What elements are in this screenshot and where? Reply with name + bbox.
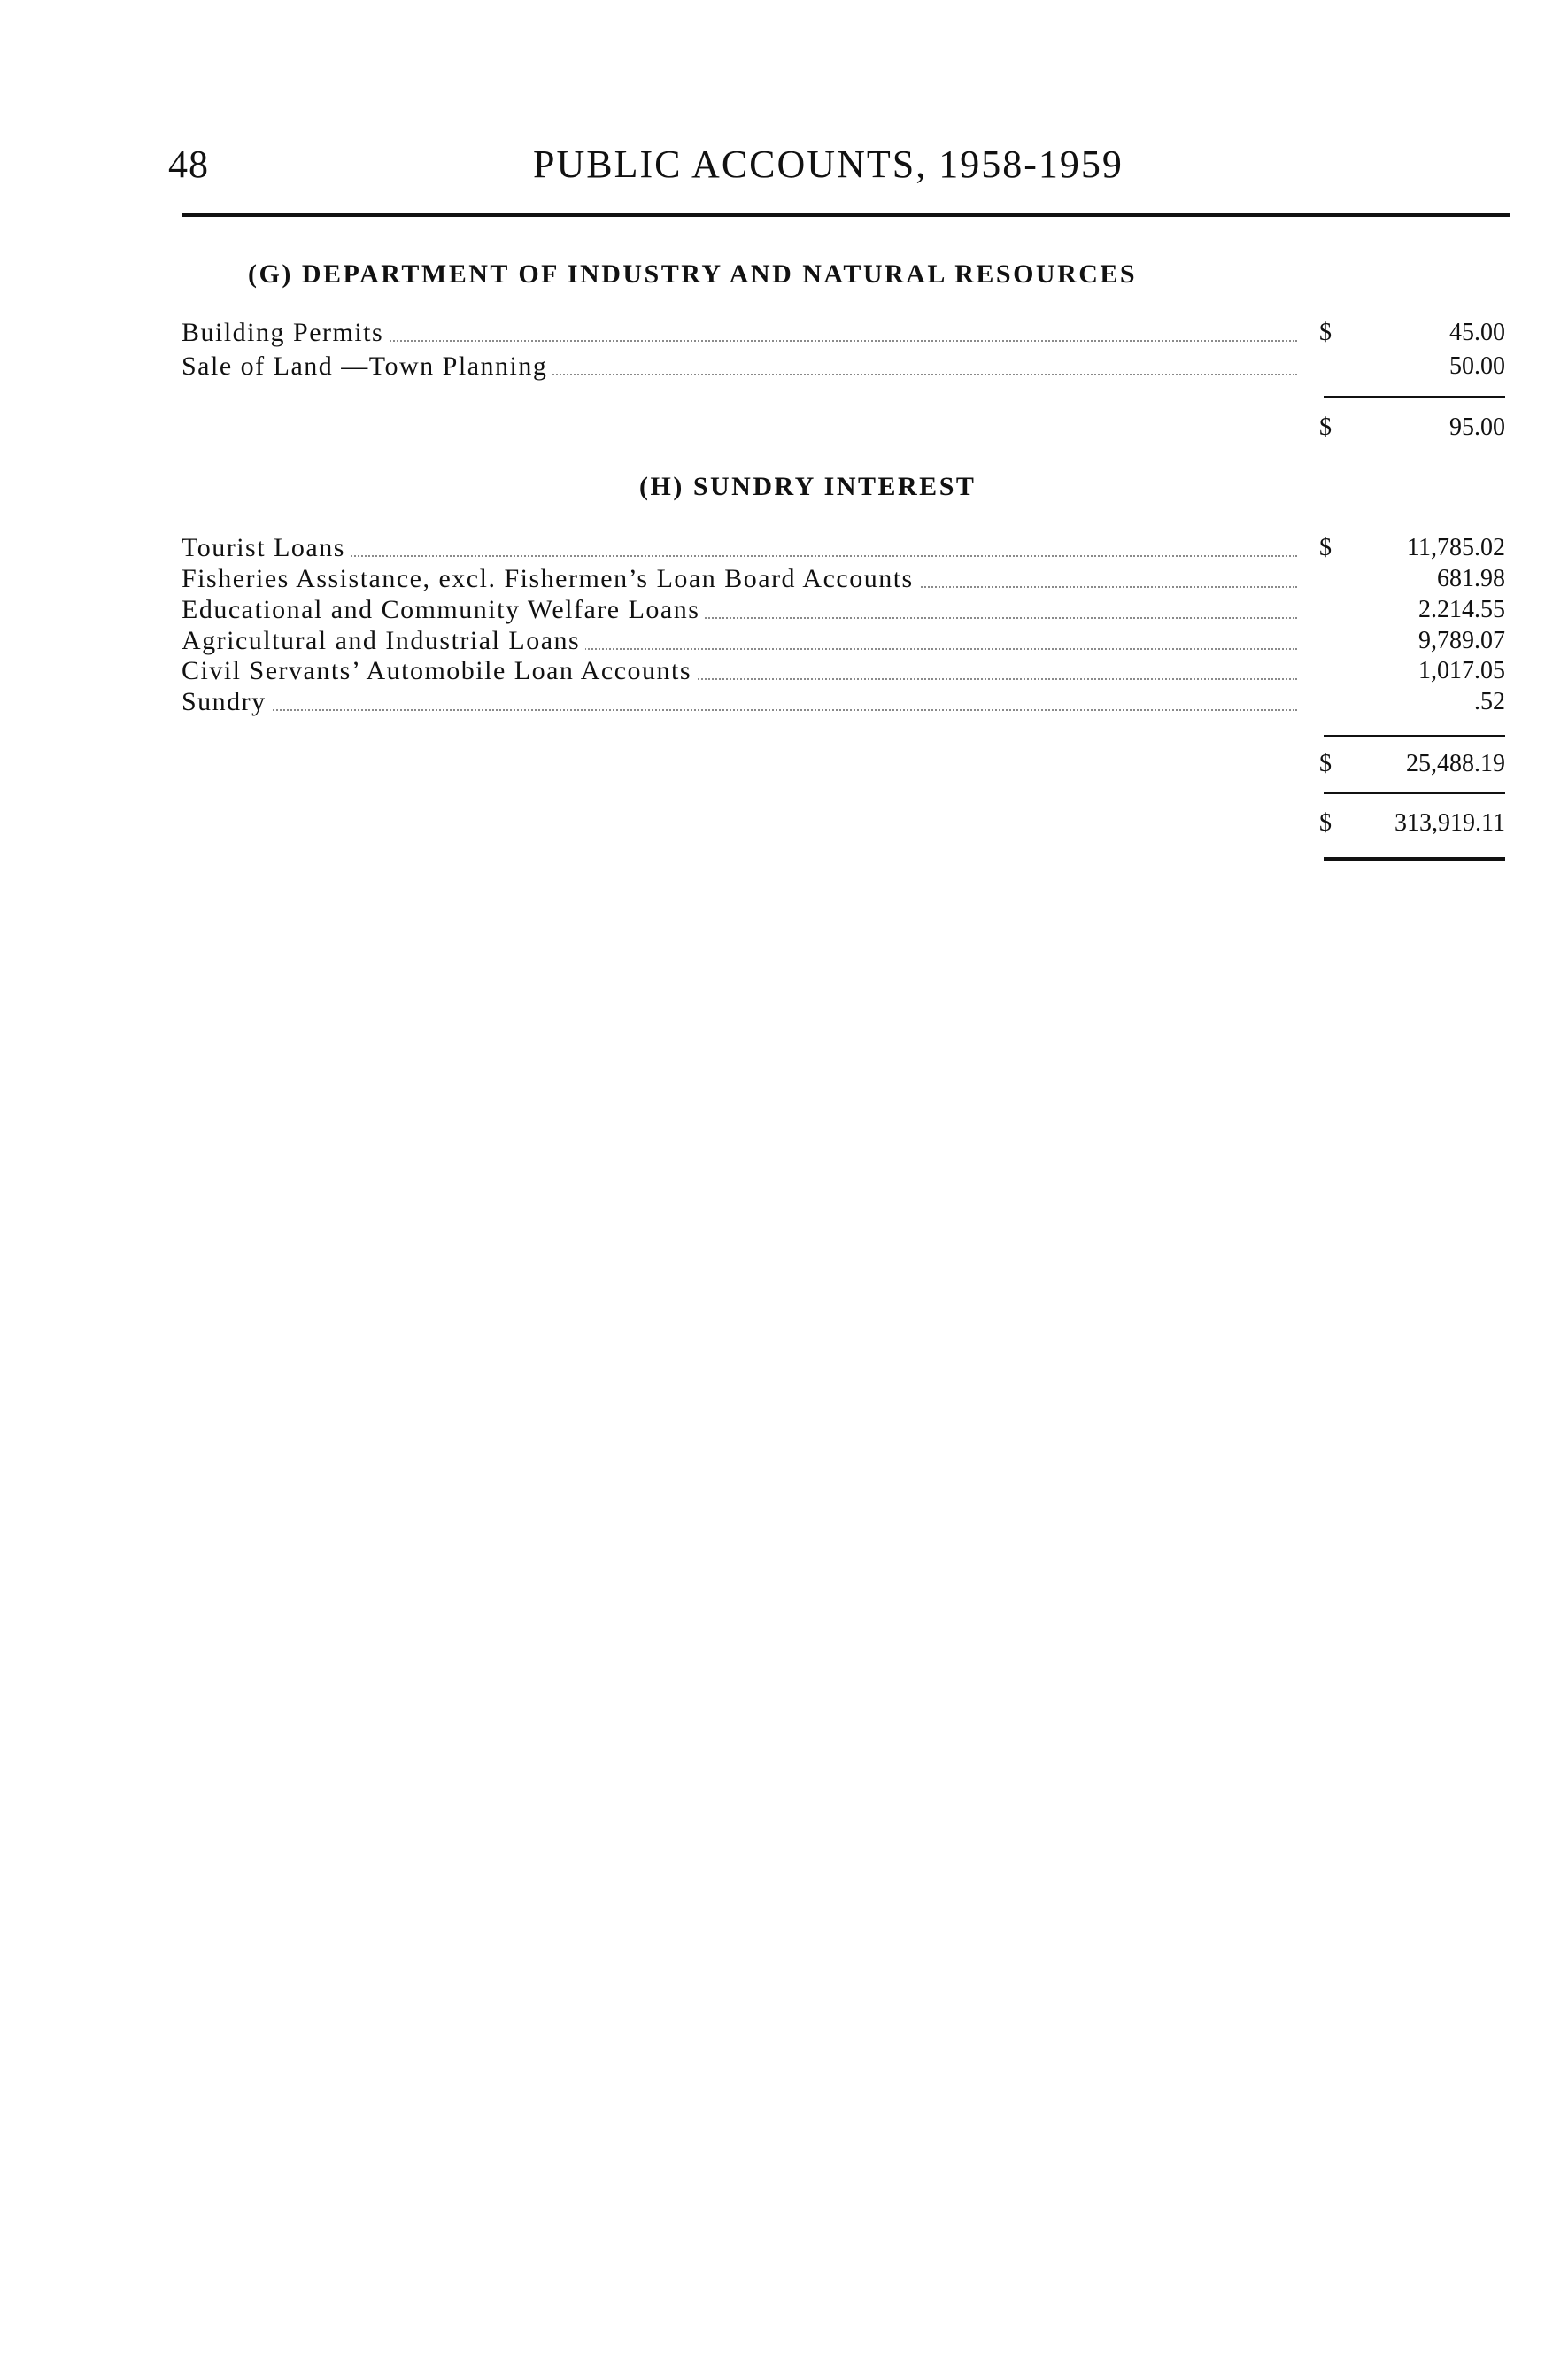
- amount-value: 50.00: [1449, 352, 1505, 380]
- page-header: [168, 142, 1514, 195]
- currency-symbol: $: [1319, 319, 1332, 346]
- running-title: PUBLIC ACCOUNTS, 1958-1959: [533, 143, 1124, 186]
- row-label: Sale of Land —Town Planning: [182, 351, 552, 382]
- grand-total-value: 313,919.11: [1394, 809, 1505, 837]
- section-g-row: [182, 351, 1333, 382]
- section-h-row: [182, 532, 1333, 564]
- row-label: Building Permits: [182, 317, 389, 349]
- section-h-amount: [1319, 563, 1505, 595]
- subtotal-rule: [1324, 735, 1505, 737]
- currency-symbol: $: [1319, 413, 1332, 441]
- section-h-total: [1319, 748, 1505, 780]
- total-rule: [1324, 792, 1505, 794]
- amount-value: 2.214.55: [1418, 596, 1505, 623]
- section-g-total: [1319, 412, 1505, 444]
- section-h-amount: [1319, 625, 1505, 657]
- currency-symbol: $: [1319, 534, 1332, 561]
- section-h-amount: [1319, 655, 1505, 687]
- currency-symbol: $: [1319, 750, 1332, 777]
- section-h-row: [182, 625, 1333, 657]
- amount-value: 45.00: [1449, 319, 1505, 346]
- section-h-row: [182, 563, 1333, 595]
- section-h-row: [182, 655, 1333, 687]
- section-g-amount: [1319, 317, 1505, 349]
- amount-value: .52: [1474, 688, 1505, 715]
- row-label: Educational and Community Welfare Loans: [182, 594, 705, 626]
- section-h-heading: (H) SUNDRY INTEREST: [639, 472, 977, 501]
- amount-value: 681.98: [1437, 565, 1505, 592]
- currency-symbol: $: [1319, 809, 1332, 837]
- row-label: Civil Servants’ Automobile Loan Accounts: [182, 655, 697, 687]
- section-h-row: [182, 686, 1333, 718]
- subtotal-rule: [1324, 396, 1505, 398]
- dot-leader: [182, 709, 1297, 711]
- total-value: 95.00: [1449, 413, 1505, 441]
- amount-value: 11,785.02: [1407, 534, 1505, 561]
- total-value: 25,488.19: [1406, 750, 1505, 777]
- section-h-row: [182, 594, 1333, 626]
- row-label: Agricultural and Industrial Loans: [182, 625, 585, 657]
- section-g-heading: (G) DEPARTMENT OF INDUSTRY AND NATURAL RESOURCES: [248, 259, 1138, 289]
- section-h-amount: [1319, 532, 1505, 564]
- amount-value: 1,017.05: [1418, 657, 1505, 684]
- grand-total-rule: [1324, 857, 1505, 861]
- section-g-row: [182, 317, 1333, 349]
- row-label: Fisheries Assistance, excl. Fishermen’s Loan Board Accounts: [182, 563, 919, 595]
- section-h-amount: [1319, 686, 1505, 718]
- row-label: Tourist Loans: [182, 532, 351, 564]
- header-rule: [182, 212, 1510, 217]
- section-g-amount: [1319, 351, 1505, 382]
- amount-value: 9,789.07: [1418, 627, 1505, 654]
- page-number: 48: [168, 143, 209, 186]
- section-h-amount: [1319, 594, 1505, 626]
- row-label: Sundry: [182, 686, 272, 718]
- grand-total: [1319, 808, 1505, 839]
